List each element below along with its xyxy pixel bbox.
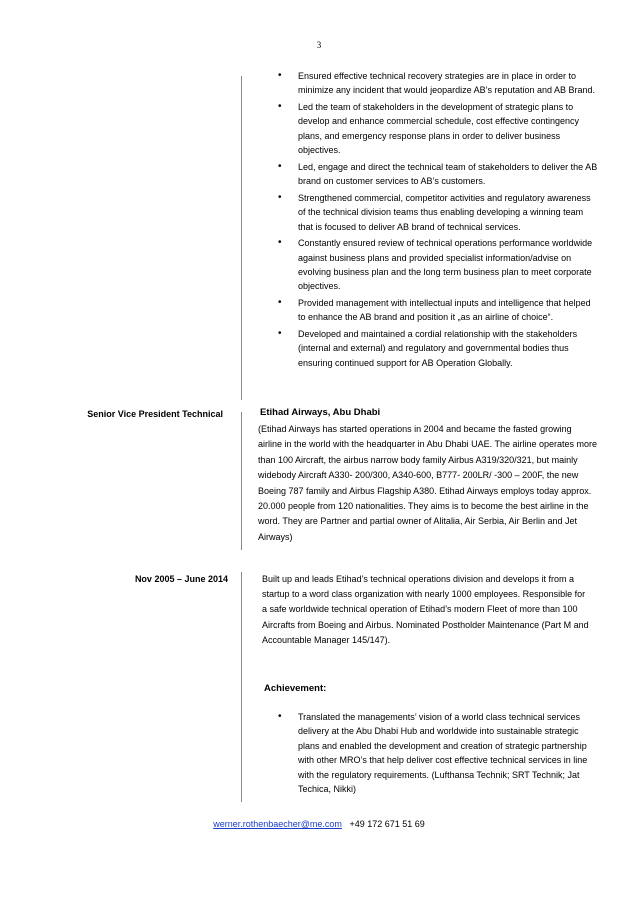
divider-line-bottom (241, 572, 242, 802)
bullet-icon: • (278, 711, 282, 722)
bullet-icon: • (278, 328, 282, 340)
list-item (278, 160, 598, 189)
list-item-text: Led, engage and direct the technical team of stakeholders to deliver the AB brand on customer services to AB’s customers. (298, 161, 598, 187)
bullet-icon: • (278, 237, 282, 249)
footer-contact (0, 819, 638, 829)
achievements-list (278, 710, 598, 799)
email-link[interactable]: werner.rothenbaecher@me.com (213, 819, 342, 829)
list-item (278, 296, 598, 325)
list-item-text: Provided management with intellectual inputs and intelligence that helped to enhance the AB brand and position it „as an airline of choice“. (298, 298, 591, 323)
list-item-text: Strengthened commercial, competitor activities and regulatory awareness of the technical division teams thus enabling developing a winning team that is focused to deliver AB brand of technical services. (298, 192, 591, 232)
list-item (278, 236, 598, 294)
company-description: (Etihad Airways has started operations in 2004 and became the fasted growing airline in the world with the headquarter in Abu Dhabi UAE. The airline operates more than 100 Aircraft, the airbus narrow body family Airbus A319/320/321, but mainly widebody Aircraft A330- 200/300, A340-600, B777- 200LR/ -300 – 200F, the new Boeing 787 family and Airbus Flagship A380. Etihad Airways employs today approx. 20.000 people from 120 nationalities. They aims is to become the best airline in the word. They are Partner and partial owner of Alitalia, Air Serbia, Air Berlin and Jet Airways) (258, 424, 598, 542)
list-item (278, 191, 598, 234)
company-name: Etihad Airways, Abu Dhabi (260, 407, 381, 418)
bullet-icon: • (278, 191, 282, 203)
phone-number: +49 172 671 51 69 (349, 819, 425, 829)
achievement-heading: Achievement: (264, 683, 327, 694)
list-item-text: Translated the managements’ vision of a world class technical services delivery at the Abu Dhabi Hub and worldwide into sustainable strategic plans and enabled the development and creation of strategic partnership with other MRO’s that help deliver cost effective technical services in line with the regulatory requirements. (Lufthansa Technik; SRT Technik; Jat Techica, Nikki) (298, 712, 588, 795)
divider-line-top (241, 76, 242, 400)
list-item (278, 327, 598, 370)
position-title: Senior Vice President Technical (87, 409, 223, 419)
list-item-text: Developed and maintained a cordial relationship with the stakeholders (internal and external) and regulatory and governmental bodies thus ensuring continued support for AB Operation Globally. (298, 329, 578, 368)
list-item-text: Led the team of stakeholders in the development of strategic plans to develop and enhance commercial schedule, cost effective contingency plans, and emergency response plans in order to deliver business objectives. (298, 102, 580, 156)
list-item (278, 100, 598, 158)
list-item (278, 710, 598, 796)
bullet-icon: • (278, 101, 282, 112)
list-item-text: Constantly ensured review of technical operations performance worldwide against business plans and provided specialist information/advise on evolving business plan and the long term business plan to meet corporate objectives. (298, 238, 593, 292)
bullet-icon: • (278, 160, 282, 172)
page-number: 3 (316, 40, 322, 50)
list-item-text: Ensured effective technical recovery strategies are in place in order to minimize any incident that would jeopardize AB’s reputation and AB Brand. (298, 71, 596, 96)
role-description: Built up and leads Etihad’s technical operations division and develops it from a startup to a word class organization with nearly 1000 employees. Responsible for a safe worldwide technical operation of Etihad’s modern Fleet of more than 100 Aircrafts from Boeing and Airbus. Nominated Postholder Maintenance (Part M and Accountable Manager 145/147). (262, 574, 589, 645)
divider-line-middle (241, 412, 242, 550)
list-item (278, 69, 598, 98)
bullet-icon: • (278, 297, 282, 309)
responsibilities-list (278, 69, 598, 372)
employment-period: Nov 2005 – June 2014 (134, 574, 228, 584)
bullet-icon: • (278, 70, 282, 81)
